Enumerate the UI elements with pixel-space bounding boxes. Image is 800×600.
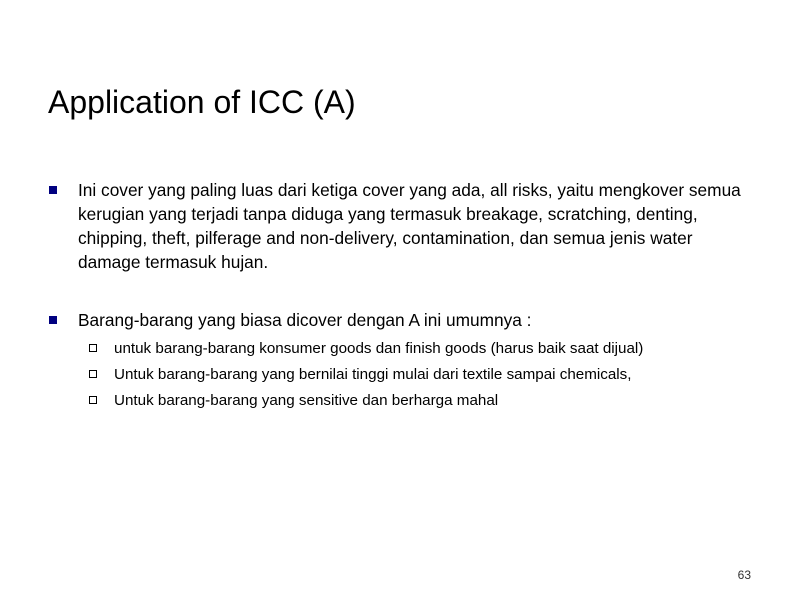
sub-bullet-list bbox=[48, 336, 748, 414]
slide-content bbox=[48, 178, 748, 414]
sub-bullet-text: Untuk barang-barang yang sensitive dan berharga mahal bbox=[114, 392, 499, 409]
sub-bullet-text: untuk barang-barang konsumer goods dan finish goods (harus baik saat dijual) bbox=[114, 340, 644, 357]
page-number: 63 bbox=[737, 568, 751, 582]
square-bullet-icon bbox=[49, 316, 57, 324]
bullet-item bbox=[48, 308, 748, 332]
sub-bullet-item bbox=[48, 388, 748, 414]
hollow-square-bullet-icon bbox=[89, 370, 97, 378]
bullet-text: Ini cover yang paling luas dari ketiga cover yang ada, all risks, yaitu mengkover semua kerugian yang terjadi tanpa diduga yang termasuk breakage, scratching, denting, chipping, theft, pilferage and non-delivery, contamination, dan semua jenis water damage termasuk hujan. bbox=[78, 180, 741, 272]
hollow-square-bullet-icon bbox=[89, 344, 97, 352]
sub-bullet-item bbox=[48, 362, 748, 388]
square-bullet-icon bbox=[49, 186, 57, 194]
bullet-item bbox=[48, 178, 748, 274]
hollow-square-bullet-icon bbox=[89, 396, 97, 404]
bullet-text: Barang-barang yang biasa dicover dengan A ini umumnya : bbox=[78, 310, 532, 330]
sub-bullet-item bbox=[48, 336, 748, 362]
sub-bullet-text: Untuk barang-barang yang bernilai tinggi mulai dari textile sampai chemicals, bbox=[114, 366, 632, 383]
slide-title: Application of ICC (A) bbox=[48, 84, 356, 120]
